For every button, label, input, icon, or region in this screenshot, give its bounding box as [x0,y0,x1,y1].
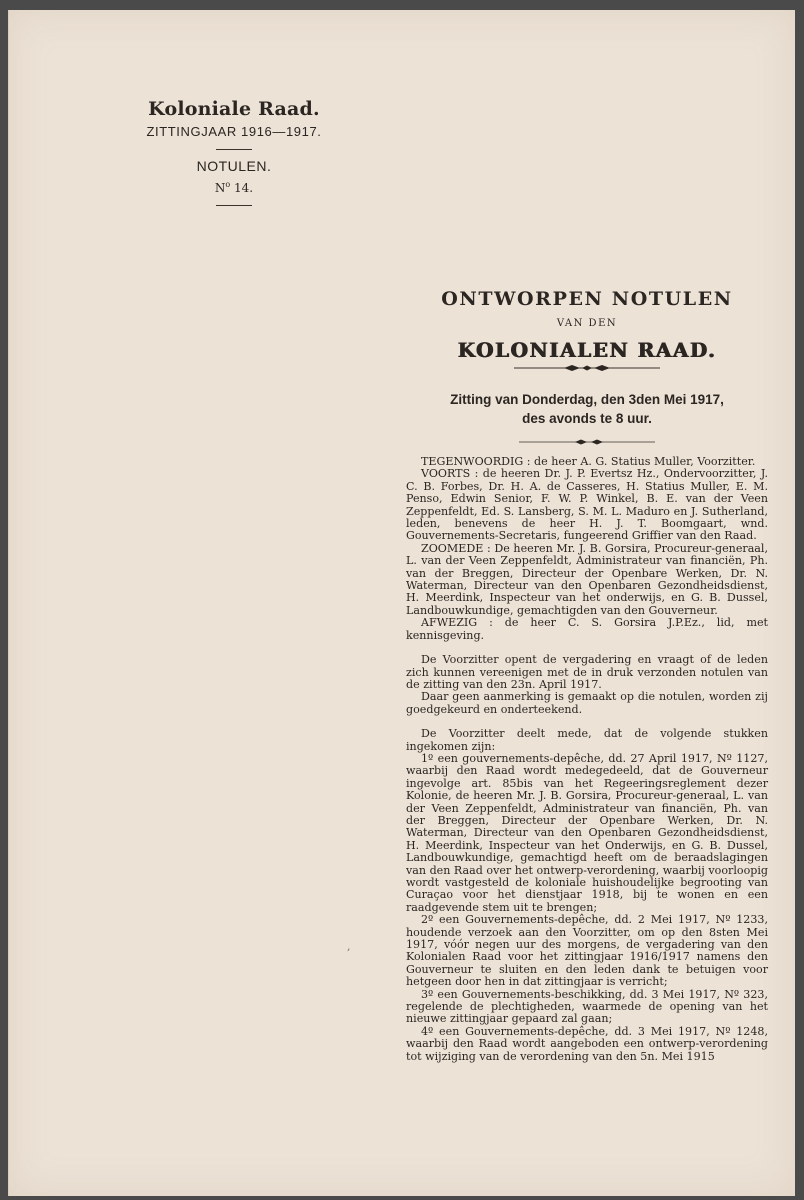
divider [216,205,252,206]
minutes-text [406,456,768,1063]
paragraph: De Voorzitter deelt mede, dat de volgende stukken ingekomen zijn: [406,727,768,753]
main-column [406,280,768,1063]
session-heading [406,390,768,428]
issue-number: $N^o$ 14. [214,180,254,195]
council-title: Koloniale Raad. [148,98,320,120]
paragraph: De Voorzitter opent de vergadering en vraagt of de leden zich kunnen vereenigen met de in druk verzonden notulen van de zitting van den 23n. April 1917. [406,653,768,691]
paragraph: Daar geen aanmerking is gemaakt op die notulen, worden zij goedgekeurd en onderteekend. [406,690,768,716]
session-time: des avonds te 8 uur. [522,411,652,426]
document-page [8,10,795,1196]
ornament-divider [517,438,657,446]
session-year: ZITTINGJAAR 1916—1917. [146,124,322,139]
ornament-divider [512,364,662,372]
attendance-delegates: ZOOMEDE : De heeren Mr. J. B. Gorsira, Procureur-generaal, L. van der Veen Zeppenfeldt, Administrateur van financiën, Ph. van der Breggen, Directeur der Openbare Werken, Dr. N. Waterman, Directeur van den Openbaren Gezondheidsdienst, H. Meerdink, Inspecteur van het onderwijs, en G. B. Dussel, Landbouwkundige, gemachtigden van den Gouverneur. [406,541,768,617]
session-date: Zitting van Donderdag, den 3den Mei 1917, [450,392,724,407]
council-header [114,98,354,214]
divider [216,149,252,150]
council-name: KOLONIALEN RAAD. [457,338,717,362]
attendance-absent: AFWEZIG : de heer C. S. Gorsira J.P.Ez., lid, met kennisgeving. [406,616,768,642]
list-item: 4º een Gouvernements-depêche, dd. 3 Mei 1917, Nº 1248, waarbij den Raad wordt aangeboden een ontwerp-verordening tot wijziging van de verordening van den 5n. Mei 1915 [406,1024,768,1063]
document-title: ONTWORPEN NOTULEN [441,288,733,310]
list-item: 3º een Gouvernements-beschikking, dd. 3 Mei 1917, Nº 323, regelende de plechtigheden, waarmede de opening van het nieuwe zittingjaar gepaard zal gaan; [406,987,768,1026]
document-subtitle: VAN DEN [556,318,618,329]
attendance-members: VOORTS : de heeren Dr. J. P. Evertsz Hz., Ondervoorzitter, J. C. B. Forbes, Dr. H. A. de Casseres, H. Statius Muller, E. M. Penso, Edwin Senior, F. W. P. Winkel, B. E. van der Veen Zeppenfeldt, Ed. S. Lansberg, S. M. L. Maduro en J. Sutherland, leden, benevens de heer H. J. T. Boomgaart, wnd. Gouvernements-Secretaris, fungeerend Griffier van den Raad. [406,467,768,543]
margin-mark: , [347,940,351,953]
attendance-present: TEGENWOORDIG : de heer A. G. Statius Muller, Voorzitter. [421,455,756,468]
list-item: 2º een Gouvernements-depêche, dd. 2 Mei 1917, Nº 1233, houdende verzoek aan den Voorzitter, om op den 8sten Mei 1917, vóór negen uur des morgens, de vergadering van den Kolonialen Raad voor het zittingjaar 1916/1917 namens den Gouverneur te sluiten en den leden dank te betuigen voor hetgeen door hen in dat zittingjaar is verricht; [406,913,768,989]
notulen-label: NOTULEN. [196,158,272,174]
list-item: 1º een gouvernements-depêche, dd. 27 April 1917, Nº 1127, waarbij den Raad wordt medegedeeld, dat de Gouverneur ingevolge art. 85bis van het Regeeringsreglement dezer Kolonie, de heeren Mr. J. B. Gorsira, Procureur-generaal, L. van der Veen Zeppenfeldt, Administrateur van financiën, Ph. van der Breggen, Directeur der Openbare Werken, Dr. N. Waterman, Directeur van den Openbaren Gezondheidsdienst, H. Meerdink, Inspecteur van het Onderwijs, en G. B. Dussel, Landbouwkundige, gemachtigd heeft om de beraadslagingen van den Raad over het ontwerp-verordening, waarbij voorloopig wordt vastgesteld de koloniale huishoudelijke begrooting van Curaçao voor het dienstjaar 1918, bij te wonen en een raadgevende stem uit te brengen; [406,751,768,914]
